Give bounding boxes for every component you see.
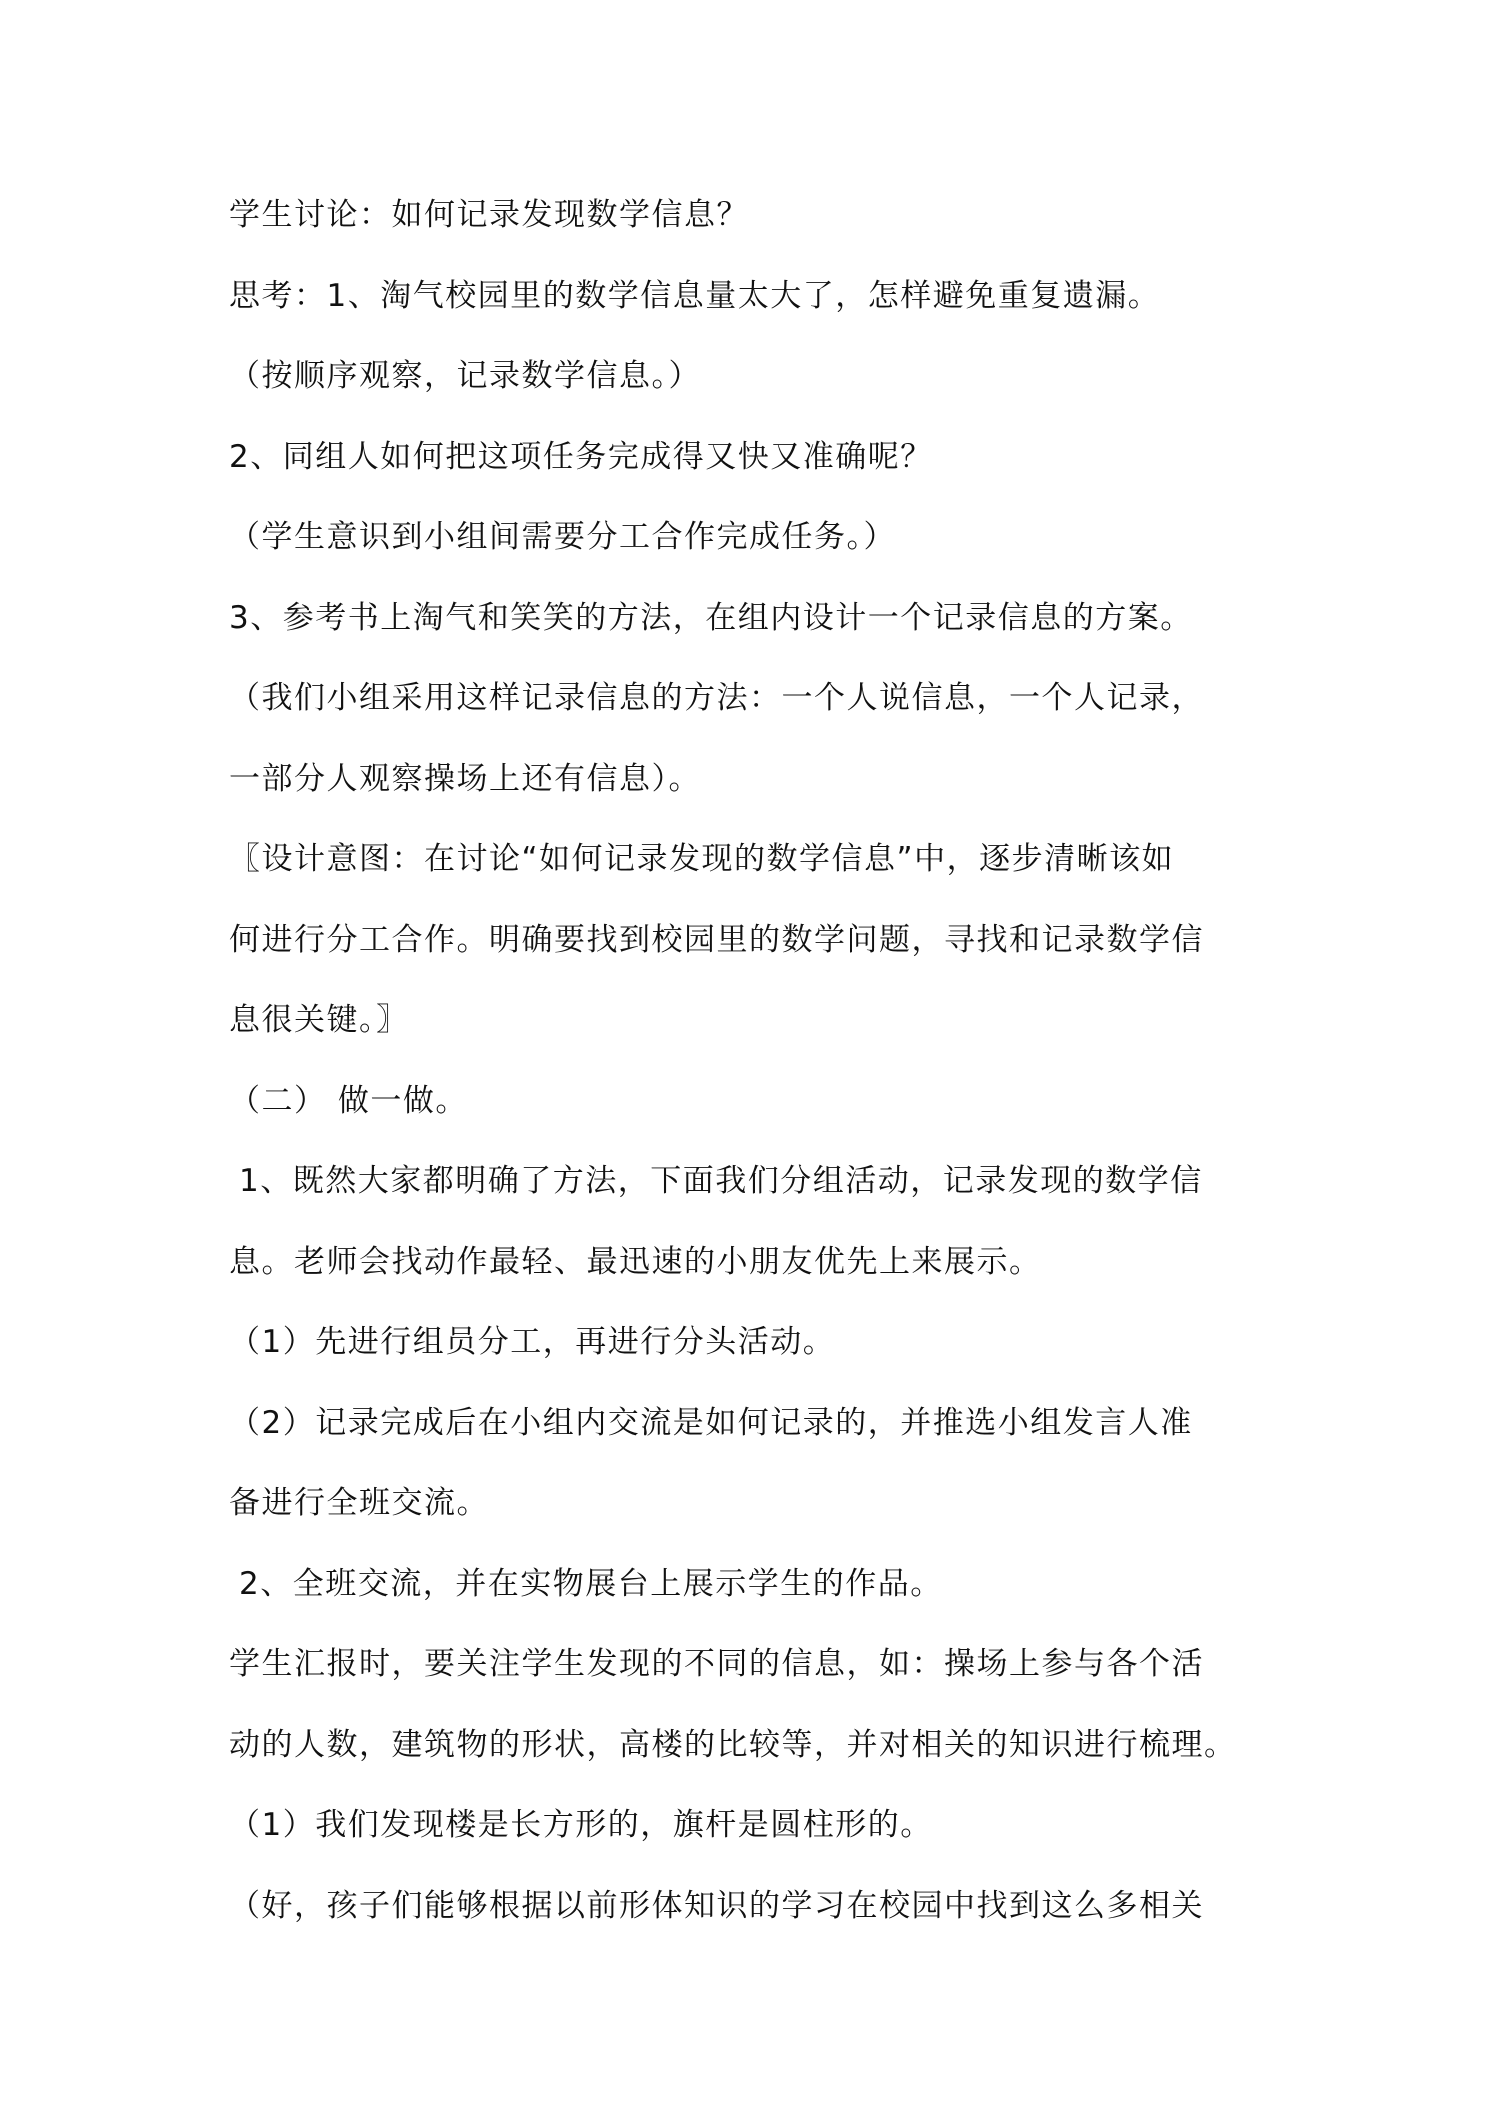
paragraph-line: （2）记录完成后在小组内交流是如何记录的，并推选小组发言人准 bbox=[229, 1404, 1193, 1441]
paragraph-line: 1、既然大家都明确了方法，下面我们分组活动，记录发现的数学信 bbox=[239, 1163, 1203, 1199]
design-intent-line: 何进行分工合作。明确要找到校园里的数学问题，寻找和记录数学信 bbox=[229, 921, 1204, 958]
paragraph-line: （学生意识到小组间需要分工合作完成任务。） bbox=[229, 519, 896, 555]
paragraph-line: （按顺序观察，记录数学信息。） bbox=[229, 358, 701, 394]
document-body bbox=[229, 195, 1269, 1966]
paragraph-line: 2、同组人如何把这项任务完成得又快又准确呢？ bbox=[229, 438, 933, 475]
design-intent-line: 〖设计意图：在讨论“如何记录发现的数学信息”中，逐步清晰该如 bbox=[229, 841, 1175, 877]
paragraph-line: 学生汇报时，要关注学生发现的不同的信息，如：操场上参与各个活 bbox=[229, 1646, 1204, 1682]
paragraph-line: 息。老师会找动作最轻、最迅速的小朋友优先上来展示。 bbox=[229, 1243, 1042, 1280]
paragraph-line: （1）先进行组员分工，再进行分头活动。 bbox=[229, 1324, 836, 1360]
paragraph-line: 学生讨论：如何记录发现数学信息？ bbox=[229, 197, 749, 233]
section-heading: （二） 做一做。 bbox=[229, 1082, 468, 1119]
paragraph-line: （1）我们发现楼是长方形的，旗杆是圆柱形的。 bbox=[229, 1807, 933, 1843]
paragraph-line: （好，孩子们能够根据以前形体知识的学习在校园中找到这么多相关 bbox=[229, 1887, 1204, 1924]
paragraph-line: 一部分人观察操场上还有信息）。 bbox=[229, 760, 701, 797]
paragraph-line: 2、全班交流，并在实物展台上展示学生的作品。 bbox=[239, 1565, 943, 1602]
paragraph-line: 3、参考书上淘气和笑笑的方法，在组内设计一个记录信息的方案。 bbox=[229, 599, 1193, 636]
paragraph-line: （我们小组采用这样记录信息的方法：一个人说信息，一个人记录， bbox=[229, 680, 1204, 716]
paragraph-line: 思考：1、淘气校园里的数学信息量太大了，怎样避免重复遗漏。 bbox=[229, 277, 1161, 314]
paragraph-line: 备进行全班交流。 bbox=[229, 1485, 489, 1521]
paragraph-line: 动的人数，建筑物的形状，高楼的比较等，并对相关的知识进行梳理。 bbox=[229, 1726, 1237, 1763]
design-intent-line: 息很关键。〗 bbox=[229, 1002, 409, 1038]
